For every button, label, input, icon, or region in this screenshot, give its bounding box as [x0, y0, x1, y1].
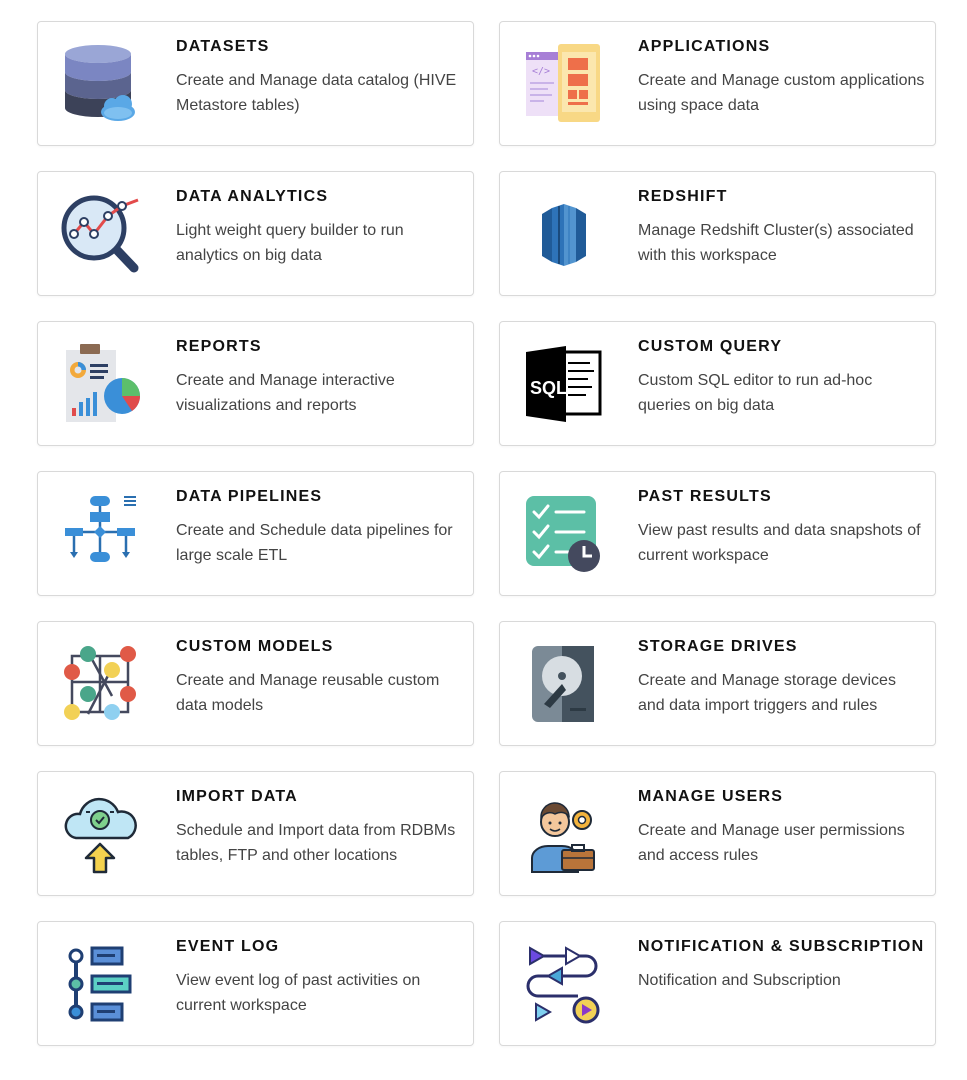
- card-description: View event log of past activities on current workspace: [176, 972, 421, 1014]
- card-description: Manage Redshift Cluster(s) associated with this workspace: [638, 222, 914, 264]
- card-title: DATA ANALYTICS: [176, 188, 329, 205]
- checklist-clock-icon: [522, 492, 606, 576]
- card-description: Create and Manage storage devices and data import triggers and rules: [638, 672, 896, 714]
- card-title: REPORTS: [176, 338, 262, 355]
- card-description: Create and Manage data catalog (HIVE Metastore tables): [176, 72, 457, 114]
- card-title: IMPORT DATA: [176, 788, 298, 805]
- card-description: Custom SQL editor to run ad-hoc queries on big data: [638, 372, 873, 414]
- card-past-results[interactable]: [499, 471, 936, 596]
- card-description: Notification and Subscription: [638, 972, 841, 989]
- card-custom-query[interactable]: [499, 321, 936, 446]
- card-storage-drives[interactable]: [499, 621, 936, 746]
- card-title: DATASETS: [176, 38, 270, 55]
- card-title: STORAGE DRIVES: [638, 638, 798, 655]
- magnifier-chart-icon: [60, 192, 144, 276]
- card-title: EVENT LOG: [176, 938, 280, 955]
- mobile-app-code-icon: [522, 42, 606, 126]
- card-description: Create and Manage interactive visualizations and reports: [176, 372, 395, 414]
- card-import-data[interactable]: [37, 771, 474, 896]
- card-data-pipelines[interactable]: [37, 471, 474, 596]
- card-title: REDSHIFT: [638, 188, 728, 205]
- molecule-model-icon: [60, 642, 144, 726]
- database-cloud-icon: [60, 42, 144, 126]
- card-description: Create and Manage reusable custom data models: [176, 672, 440, 714]
- svg-text:</>: </>: [532, 66, 551, 77]
- card-description: Create and Schedule data pipelines for large scale ETL: [176, 522, 453, 564]
- redshift-icon: [522, 192, 606, 276]
- card-title: MANAGE USERS: [638, 788, 784, 805]
- card-title: DATA PIPELINES: [176, 488, 323, 505]
- card-title: APPLICATIONS: [638, 38, 771, 55]
- card-description: Create and Manage custom applications using space data: [638, 72, 925, 114]
- report-clipboard-icon: [60, 342, 144, 426]
- user-briefcase-icon: [522, 792, 606, 876]
- card-title: CUSTOM QUERY: [638, 338, 783, 355]
- card-custom-models[interactable]: [37, 621, 474, 746]
- card-description: View past results and data snapshots of current workspace: [638, 522, 921, 564]
- hard-drive-icon: [522, 642, 606, 726]
- card-title: PAST RESULTS: [638, 488, 772, 505]
- card-description: Schedule and Import data from RDBMs tables, FTP and other locations: [176, 822, 456, 864]
- card-data-analytics[interactable]: [37, 171, 474, 296]
- notification-flow-icon: [522, 942, 606, 1026]
- card-redshift[interactable]: [499, 171, 936, 296]
- card-datasets[interactable]: [37, 21, 474, 146]
- card-notification-subscription[interactable]: [499, 921, 936, 1046]
- cloud-upload-icon: [60, 792, 144, 876]
- card-applications[interactable]: [499, 21, 936, 146]
- sql-file-icon: [522, 342, 606, 426]
- card-title: CUSTOM MODELS: [176, 638, 334, 655]
- svg-text:SQL: SQL: [530, 378, 568, 398]
- timeline-log-icon: [60, 942, 144, 1026]
- card-manage-users[interactable]: [499, 771, 936, 896]
- flowchart-icon: [60, 492, 144, 576]
- card-event-log[interactable]: [37, 921, 474, 1046]
- card-description: Create and Manage user permissions and access rules: [638, 822, 905, 864]
- card-reports[interactable]: [37, 321, 474, 446]
- card-title: NOTIFICATION & SUBSCRIPTION: [638, 938, 925, 955]
- card-description: Light weight query builder to run analytics on big data: [176, 222, 404, 264]
